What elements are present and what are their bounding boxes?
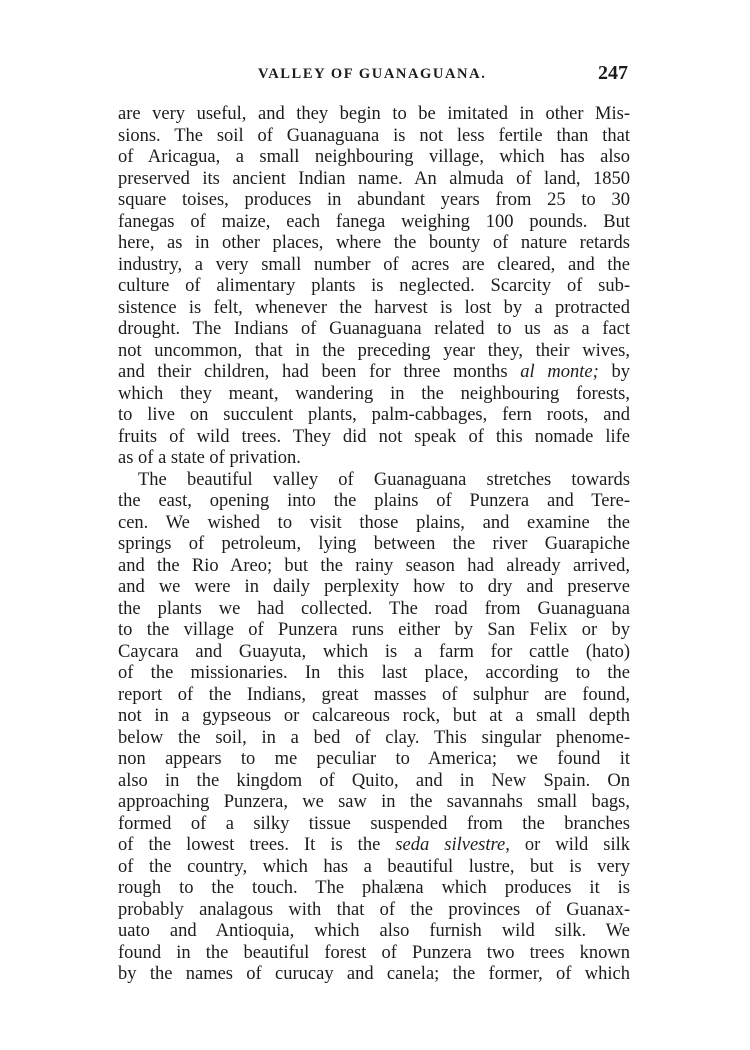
text-line: springs of petroleum, lying between the river Guarapiche bbox=[118, 534, 630, 554]
text-line: Caycara and Guayuta, which is a farm for cattle (hato) bbox=[118, 641, 630, 662]
text-line: drought. The Indians of Guanaguana related to us as a fact bbox=[118, 319, 630, 339]
text-line bbox=[118, 362, 630, 384]
text-line: below the soil, in a bed of clay. This singular phenome- bbox=[118, 727, 630, 748]
text-line: found in the beautiful forest of Punzera two trees known bbox=[118, 942, 630, 963]
text-line: sions. The soil of Guanaguana is not less fertile than that bbox=[118, 125, 630, 146]
text-line: cen. We wished to visit those plains, and examine the bbox=[118, 512, 630, 533]
text-line: rough to the touch. The phalæna which produces it is bbox=[118, 878, 630, 898]
text-line: to the village of Punzera runs either by San Felix or by bbox=[118, 620, 630, 640]
text-line: probably analagous with that of the provinces of Guanax- bbox=[118, 899, 630, 920]
text-line: of Aricagua, a small neighbouring village, which has also bbox=[118, 147, 630, 167]
text-line: formed of a silky tissue suspended from the branches bbox=[118, 813, 630, 834]
running-title: VALLEY OF GUANAGUANA. bbox=[258, 66, 487, 82]
text-line: non appears to me peculiar to America; we found it bbox=[118, 749, 630, 769]
page-number: 247 bbox=[598, 62, 628, 84]
text-line: The beautiful valley of Guanaguana stretches towards bbox=[138, 469, 630, 490]
text-line: the plants we had collected. The road from Guanaguana bbox=[118, 598, 630, 619]
italic-phrase: al monte; bbox=[520, 362, 599, 382]
text-line: not in a gypseous or calcareous rock, but at a small depth bbox=[118, 706, 630, 726]
text-line: of the missionaries. In this last place, according to the bbox=[118, 663, 630, 683]
text-segment: and their children, had been for three months bbox=[118, 362, 521, 382]
body-text bbox=[118, 104, 630, 986]
text-line: by the names of curucay and canela; the former, of which bbox=[118, 964, 630, 984]
text-line: as of a state of privation. bbox=[118, 448, 301, 468]
text-line: to live on succulent plants, palm-cabbages, fern roots, and bbox=[118, 405, 630, 425]
text-line: not uncommon, that in the preceding year they, their wives, bbox=[118, 340, 630, 361]
text-line: fanegas of maize, each fanega weighing 100 pounds. But bbox=[118, 211, 630, 232]
text-line: the east, opening into the plains of Punzera and Tere- bbox=[118, 491, 630, 511]
text-line: preserved its ancient Indian name. An almuda of land, 1850 bbox=[118, 168, 630, 189]
text-line: and the Rio Areo; but the rainy season had already arrived, bbox=[118, 555, 630, 576]
text-line: and we were in daily perplexity how to dry and preserve bbox=[118, 577, 630, 597]
text-line: uato and Antioquia, which also furnish wild silk. We bbox=[118, 921, 630, 941]
running-head bbox=[118, 64, 628, 88]
text-line: industry, a very small number of acres are cleared, and the bbox=[118, 254, 630, 275]
text-line: also in the kingdom of Quito, and in New Spain. On bbox=[118, 770, 630, 791]
text-line: here, as in other places, where the bounty of nature retards bbox=[118, 233, 630, 253]
text-line: fruits of wild trees. They did not speak of this nomade life bbox=[118, 426, 630, 447]
text-line: are very useful, and they begin to be imitated in other Mis- bbox=[118, 104, 630, 124]
text-line: culture of alimentary plants is neglected. Scarcity of sub- bbox=[118, 276, 630, 296]
text-line: report of the Indians, great masses of sulphur are found, bbox=[118, 684, 630, 705]
text-segment: by bbox=[598, 362, 631, 382]
text-line: which they meant, wandering in the neighbouring forests, bbox=[118, 383, 630, 404]
text-line: square toises, produces in abundant years from 25 to 30 bbox=[118, 190, 630, 210]
text-line: sistence is felt, whenever the harvest is lost by a protracted bbox=[118, 297, 630, 318]
text-line: of the lowest trees. It is the seda silvestre, or wild silk bbox=[118, 835, 630, 855]
paragraph-1 bbox=[118, 104, 630, 470]
italic-phrase: seda silvestre bbox=[395, 835, 506, 855]
text-line: approaching Punzera, we saw in the savannahs small bags, bbox=[118, 792, 630, 812]
paragraph-2 bbox=[118, 470, 630, 986]
text-line: of the country, which has a beautiful lustre, but is very bbox=[118, 856, 630, 877]
